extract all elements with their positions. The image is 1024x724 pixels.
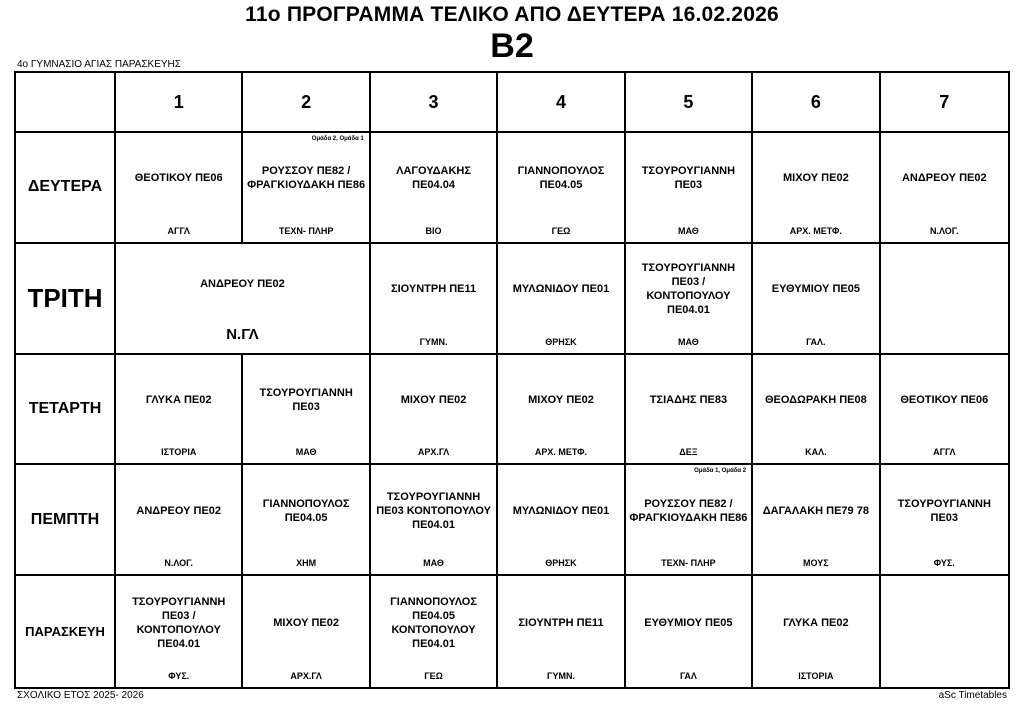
lesson-cell — [881, 465, 1008, 576]
period-header: 1 — [116, 73, 243, 133]
teacher-name: ΛΑΓΟΥΔΑΚΗΣ ΠΕ04.04 — [396, 165, 471, 192]
day-label: ΤΕΤΑΡΤΗ — [16, 355, 116, 466]
subject-name: Ν.ΛΟΓ. — [929, 225, 959, 236]
teacher-name: ΤΣΟΥΡΟΥΓΙΑΝΝΗ ΠΕ03 — [641, 165, 736, 192]
teacher-name: ΤΣΟΥΡΟΥΓΙΑΝΝΗ ΠΕ03 / ΚΟΝΤΟΠΟΥΛΟΥ ΠΕ04.01 — [132, 595, 226, 650]
lesson-cell — [116, 133, 243, 244]
lesson-cell — [626, 465, 753, 576]
period-header: 5 — [626, 73, 753, 133]
lesson-cell — [498, 133, 625, 244]
subject-name: ΒΙΟ — [425, 225, 442, 236]
teacher-name: ΜΥΛΩΝΙΔΟΥ ΠΕ01 — [512, 283, 610, 296]
group-label: Ομάδα 2, Ομάδα 1 — [311, 136, 364, 142]
timetable-title: 11ο ΠΡΟΓΡΑΜΜΑ ΤΕΛΙΚΟ ΑΠΟ ΔΕΥΤΕΡΑ 16.02.2026 — [245, 3, 779, 26]
lesson-cell — [243, 576, 370, 687]
software-credit: aSc Timetables — [938, 690, 1007, 701]
lesson-cell — [881, 576, 1008, 687]
class-name: Β2 — [490, 27, 534, 65]
teacher-name: ΡΟΥΣΣΟΥ ΠΕ82 / ΦΡΑΓΚΙΟΥΔΑΚΗ ΠΕ86 — [247, 165, 366, 192]
teacher-name: ΘΕΟΔΩΡΑΚΗ ΠΕ08 — [764, 393, 867, 406]
lesson-cell — [498, 244, 625, 355]
subject-name: ΜΑΘ — [678, 336, 699, 347]
teacher-name: ΓΙΑΝΝΟΠΟΥΛΟΣ ΠΕ04.05 ΚΟΝΤΟΠΟΥΛΟΥ ΠΕ04.01 — [390, 595, 477, 650]
lesson-cell — [116, 244, 371, 355]
lesson-cell — [753, 244, 880, 355]
teacher-name: ΡΟΥΣΣΟΥ ΠΕ82 / ΦΡΑΓΚΙΟΥΔΑΚΗ ΠΕ86 — [629, 497, 748, 524]
lesson-cell — [116, 576, 243, 687]
teacher-name: ΓΛΥΚΑ ΠΕ02 — [145, 393, 212, 406]
subject-name: ΓΥΜΝ. — [547, 671, 575, 681]
subject-name: ΓΥΜΝ. — [419, 336, 448, 347]
subject-name: ΑΡΧ.ΓΛ — [417, 447, 450, 458]
lesson-cell — [498, 576, 625, 687]
subject-name: ΑΓΓΛ — [167, 225, 190, 236]
lesson-cell — [371, 355, 498, 466]
subject-name: ΑΡΧ. ΜΕΤΦ. — [534, 447, 588, 458]
teacher-name: ΓΙΑΝΝΟΠΟΥΛΟΣ ΠΕ04.05 — [517, 165, 605, 192]
teacher-name: ΕΥΘΥΜΙΟΥ ΠΕ05 — [644, 616, 733, 629]
corner-cell — [16, 73, 116, 133]
subject-name: ΙΣΤΟΡΙΑ — [161, 447, 197, 458]
lesson-cell — [371, 133, 498, 244]
subject-name: ΜΑΘ — [678, 225, 699, 236]
lesson-cell — [753, 355, 880, 466]
school-name: 4ο ΓΥΜΝΑΣΙΟ ΑΓΙΑΣ ΠΑΡΑΣΚΕΥΗΣ — [17, 59, 181, 70]
teacher-name: ΤΣΙΑΔΗΣ ΠΕ83 — [649, 393, 728, 406]
teacher-name: ΤΣΟΥΡΟΥΓΙΑΝΝΗ ΠΕ03 — [259, 386, 353, 413]
teacher-name: ΤΣΟΥΡΟΥΓΙΑΝΝΗ ΠΕ03 — [897, 497, 991, 524]
lesson-cell — [626, 576, 753, 687]
subject-name: ΘΡΗΣΚ — [545, 336, 577, 347]
subject-name: ΧΗΜ — [296, 558, 317, 569]
subject-name: ΓΕΩ — [424, 671, 443, 681]
subject-name: ΚΑΛ. — [805, 447, 827, 458]
teacher-name: ΜΙΧΟΥ ΠΕ02 — [782, 172, 849, 185]
school-year: ΣΧΟΛΙΚΟ ΕΤΟΣ 2025- 2026 — [17, 690, 144, 701]
subject-name: ΔΕΞ — [679, 447, 698, 458]
teacher-name: ΘΕΟΤΙΚΟΥ ΠΕ06 — [134, 172, 223, 185]
subject-name: ΜΑΘ — [295, 447, 317, 458]
lesson-cell — [371, 465, 498, 576]
lesson-cell — [753, 465, 880, 576]
lesson-cell — [371, 244, 498, 355]
teacher-name: ΣΙΟΥΝΤΡΗ ΠΕ11 — [390, 283, 477, 296]
day-label: ΠΕΜΠΤΗ — [16, 465, 116, 576]
lesson-cell — [243, 133, 370, 244]
teacher-name: ΜΙΧΟΥ ΠΕ02 — [273, 616, 339, 629]
subject-name: ΘΡΗΣΚ — [545, 558, 577, 569]
subject-name: ΙΣΤΟΡΙΑ — [798, 671, 834, 681]
lesson-cell — [753, 576, 880, 687]
subject-name: ΜΟΥΣ — [803, 558, 829, 569]
subject-name: Ν.ΛΟΓ. — [164, 558, 194, 569]
subject-name: ΦΥΣ. — [168, 671, 190, 681]
teacher-name: ΑΝΔΡΕΟΥ ΠΕ02 — [200, 278, 285, 291]
day-label: ΠΑΡΑΣΚΕΥΗ — [16, 576, 116, 687]
subject-name: ΑΡΧ. ΜΕΤΦ. — [789, 225, 842, 236]
lesson-cell — [626, 133, 753, 244]
teacher-name: ΔΑΓΑΛΑΚΗ ΠΕ79 78 — [762, 504, 869, 517]
day-label: ΔΕΥΤΕΡΑ — [16, 133, 116, 244]
teacher-name: ΕΥΘΥΜΙΟΥ ΠΕ05 — [771, 283, 860, 296]
teacher-name: ΜΙΧΟΥ ΠΕ02 — [400, 393, 467, 406]
period-header: 7 — [881, 73, 1008, 133]
teacher-name: ΓΛΥΚΑ ΠΕ02 — [783, 616, 849, 629]
lesson-cell — [626, 244, 753, 355]
lesson-cell — [753, 133, 880, 244]
lesson-cell — [371, 576, 498, 687]
subject-name: ΑΓΓΛ — [933, 447, 956, 458]
lesson-cell — [881, 133, 1008, 244]
lesson-cell — [243, 355, 370, 466]
lesson-cell — [881, 355, 1008, 466]
period-header: 6 — [753, 73, 880, 133]
subject-name: Ν.ΓΛ — [226, 325, 259, 343]
lesson-cell — [243, 465, 370, 576]
teacher-name: ΜΙΧΟΥ ΠΕ02 — [528, 393, 594, 406]
subject-name: ΤΕΧΝ- ΠΛΗΡ — [278, 225, 334, 236]
lesson-cell — [881, 244, 1008, 355]
subject-name: ΜΑΘ — [423, 558, 444, 569]
period-header: 3 — [371, 73, 498, 133]
lesson-cell — [498, 465, 625, 576]
period-header: 2 — [243, 73, 370, 133]
subject-name: ΦΥΣ. — [933, 558, 955, 569]
teacher-name: ΜΥΛΩΝΙΔΟΥ ΠΕ01 — [512, 504, 610, 517]
teacher-name: ΤΣΟΥΡΟΥΓΙΑΝΝΗ ΠΕ03 ΚΟΝΤΟΠΟΥΛΟΥ ΠΕ04.01 — [376, 490, 491, 531]
teacher-name: ΑΝΔΡΕΟΥ ΠΕ02 — [136, 504, 222, 517]
subject-name: ΓΑΛ — [679, 671, 697, 681]
day-label: ΤΡΙΤΗ — [16, 244, 116, 355]
subject-name: ΓΑΛ. — [806, 336, 826, 347]
subject-name: ΑΡΧ.ΓΛ — [290, 671, 322, 681]
teacher-name: ΘΕΟΤΙΚΟΥ ΠΕ06 — [900, 393, 989, 406]
teacher-name: ΑΝΔΡΕΟΥ ΠΕ02 — [901, 172, 987, 185]
teacher-name: ΤΣΟΥΡΟΥΓΙΑΝΝΗ ΠΕ03 / ΚΟΝΤΟΠΟΥΛΟΥ ΠΕ04.01 — [641, 262, 736, 317]
lesson-cell — [116, 465, 243, 576]
timetable-grid — [14, 71, 1010, 689]
lesson-cell — [626, 355, 753, 466]
period-header: 4 — [498, 73, 625, 133]
group-label: Ομάδα 1, Ομάδα 2 — [694, 468, 747, 475]
subject-name: ΤΕΧΝ- ΠΛΗΡ — [661, 558, 716, 569]
lesson-cell — [116, 355, 243, 466]
teacher-name: ΓΙΑΝΝΟΠΟΥΛΟΣ ΠΕ04.05 — [262, 497, 350, 524]
teacher-name: ΣΙΟΥΝΤΡΗ ΠΕ11 — [518, 616, 604, 629]
lesson-cell — [498, 355, 625, 466]
subject-name: ΓΕΩ — [551, 225, 571, 236]
